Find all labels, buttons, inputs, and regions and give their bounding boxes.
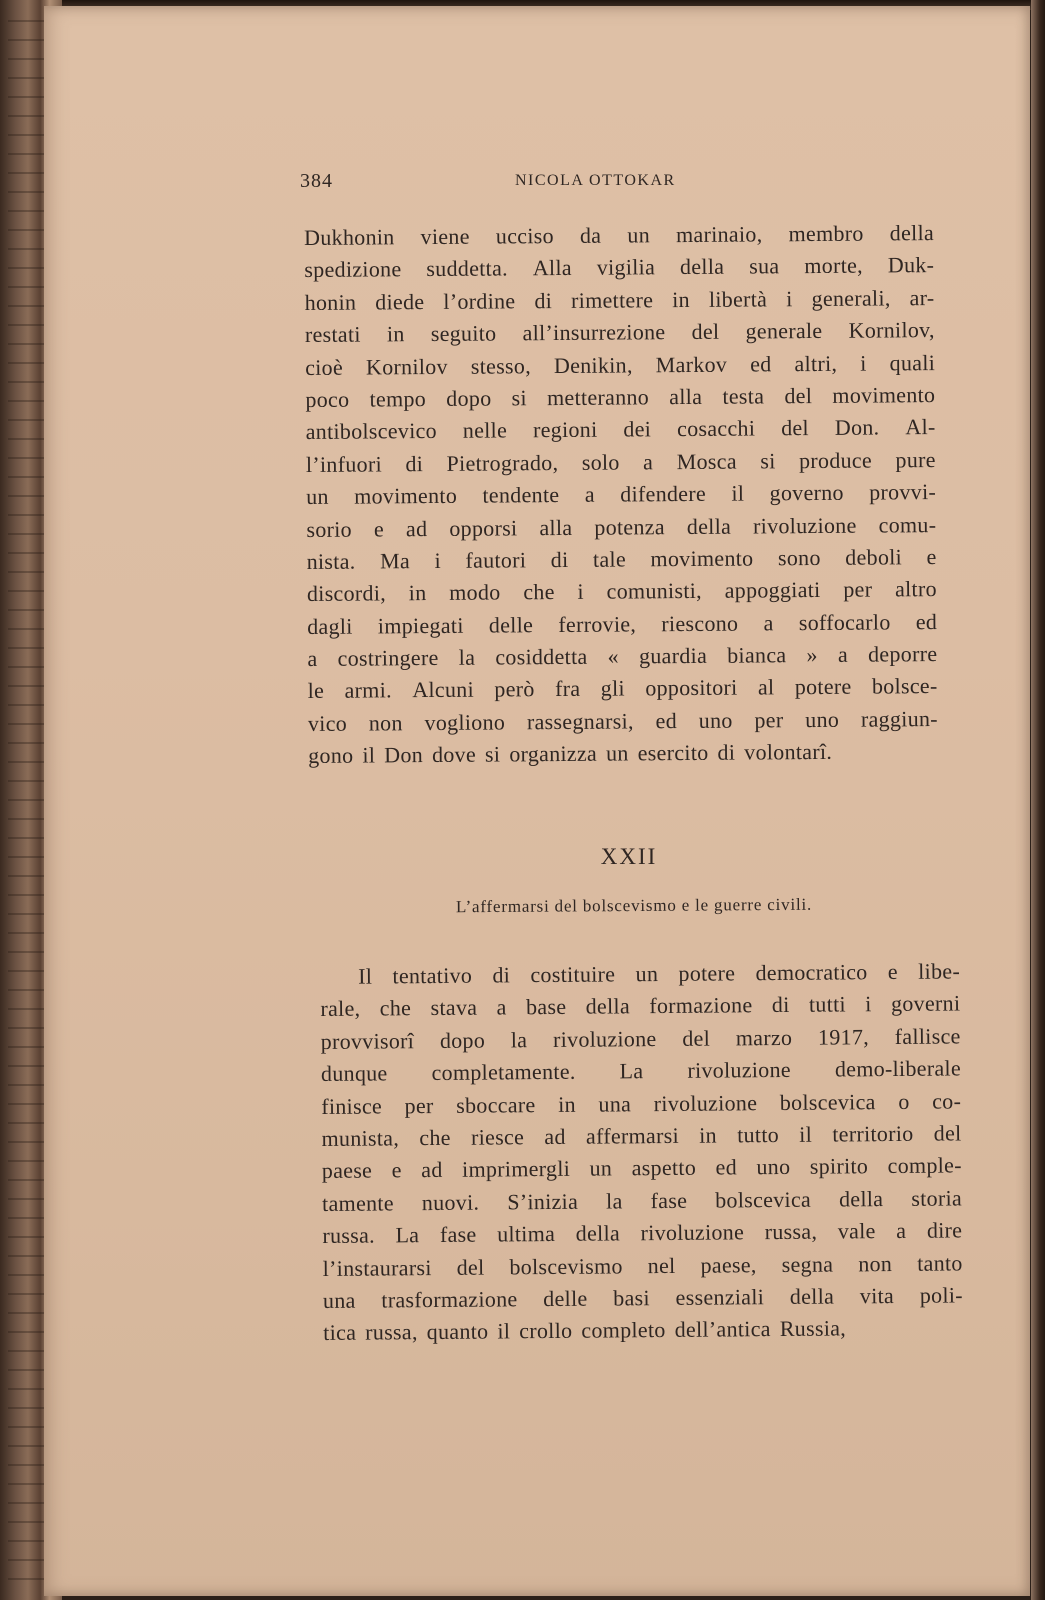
text-line: cioè Kornilov stesso, Denikin, Markov ed altri, i quali bbox=[305, 349, 936, 380]
text-line: antibolscevico nelle regioni dei cosacchi del Don. Al- bbox=[305, 414, 936, 445]
text-line: dagli impiegati delle ferrovie, riescono a soffocarlo ed bbox=[307, 608, 938, 639]
text-line: munista, che riesce ad affermarsi in tutto il territorio del bbox=[321, 1120, 962, 1151]
chapter-title: L’affermarsi del bolscevismo e le guerre civili. bbox=[455, 894, 813, 917]
page-header bbox=[300, 168, 720, 198]
text-line: nista. Ma i fautori di tale movimento sono deboli e bbox=[306, 543, 937, 574]
book-right-edge bbox=[1031, 0, 1045, 1600]
text-line: vico non vogliono rassegnarsi, ed uno per uno raggiun- bbox=[307, 705, 938, 736]
running-head: NICOLA OTTOKAR bbox=[515, 172, 676, 189]
text-line: le armi. Alcuni però fra gli oppositori al potere bolsce- bbox=[307, 673, 938, 704]
text-line: honin diede l’ordine di rimettere in libertà i generali, ar- bbox=[304, 284, 935, 315]
text-line: discordi, in modo che i comunisti, appoggiati per altro bbox=[306, 576, 937, 607]
text-line: provvisorî dopo la rivoluzione del marzo 1917, fallisce bbox=[320, 1023, 961, 1054]
text-line: spedizione suddetta. Alla vigilia della sua morte, Duk- bbox=[304, 252, 935, 283]
paragraph-1 bbox=[304, 217, 938, 773]
text-line: rale, che stava a base della formazione di tutti i governi bbox=[320, 990, 961, 1022]
book-page bbox=[44, 6, 1030, 1596]
text-line: a costringere la cosiddetta « guardia bianca » a deporre bbox=[307, 641, 938, 672]
text-line: sorio e ad opporsi alla potenza della rivoluzione comu- bbox=[306, 511, 937, 542]
text-line: gono il Don dove si organizza un esercito di volontarî. bbox=[308, 739, 833, 769]
page-number: 384 bbox=[300, 170, 333, 192]
text-line: Il tentativo di costituire un potere democratico e libe- bbox=[358, 958, 961, 989]
text-line: dunque completamente. La rivoluzione demo-liberale bbox=[320, 1055, 962, 1087]
text-line: Dukhonin viene ucciso da un marinaio, membro della bbox=[304, 220, 935, 250]
text-line: tica russa, quanto il crollo completo dell’antica Russia, bbox=[323, 1315, 847, 1346]
text-line: restati in seguito all’insurrezione del generale Kornilov, bbox=[304, 317, 935, 348]
text-line: una trasformazione delle basi essenziali della vita poli- bbox=[322, 1282, 963, 1313]
paragraph-2 bbox=[320, 955, 963, 1349]
text-line: tamente nuovi. S’inizia la fase bolscevica della storia bbox=[322, 1185, 963, 1216]
text-line: finisce per sboccare in una rivoluzione bolscevica o co- bbox=[321, 1087, 962, 1119]
text-line: l’infuori di Pietrogrado, solo a Mosca si produce pure bbox=[305, 446, 936, 477]
text-line: un movimento tendente a difendere il governo provvi- bbox=[306, 479, 937, 510]
text-line: poco tempo dopo si metteranno alla testa del movimento bbox=[305, 382, 936, 412]
text-line: russa. La fase ultima della rivoluzione russa, vale a dire bbox=[322, 1217, 963, 1249]
text-line: l’instaurarsi del bolscevismo nel paese, segna non tanto bbox=[322, 1249, 963, 1281]
chapter-number: XXII bbox=[600, 844, 658, 869]
text-line: paese e ad imprimergli un aspetto ed uno spirito comple- bbox=[321, 1152, 962, 1184]
